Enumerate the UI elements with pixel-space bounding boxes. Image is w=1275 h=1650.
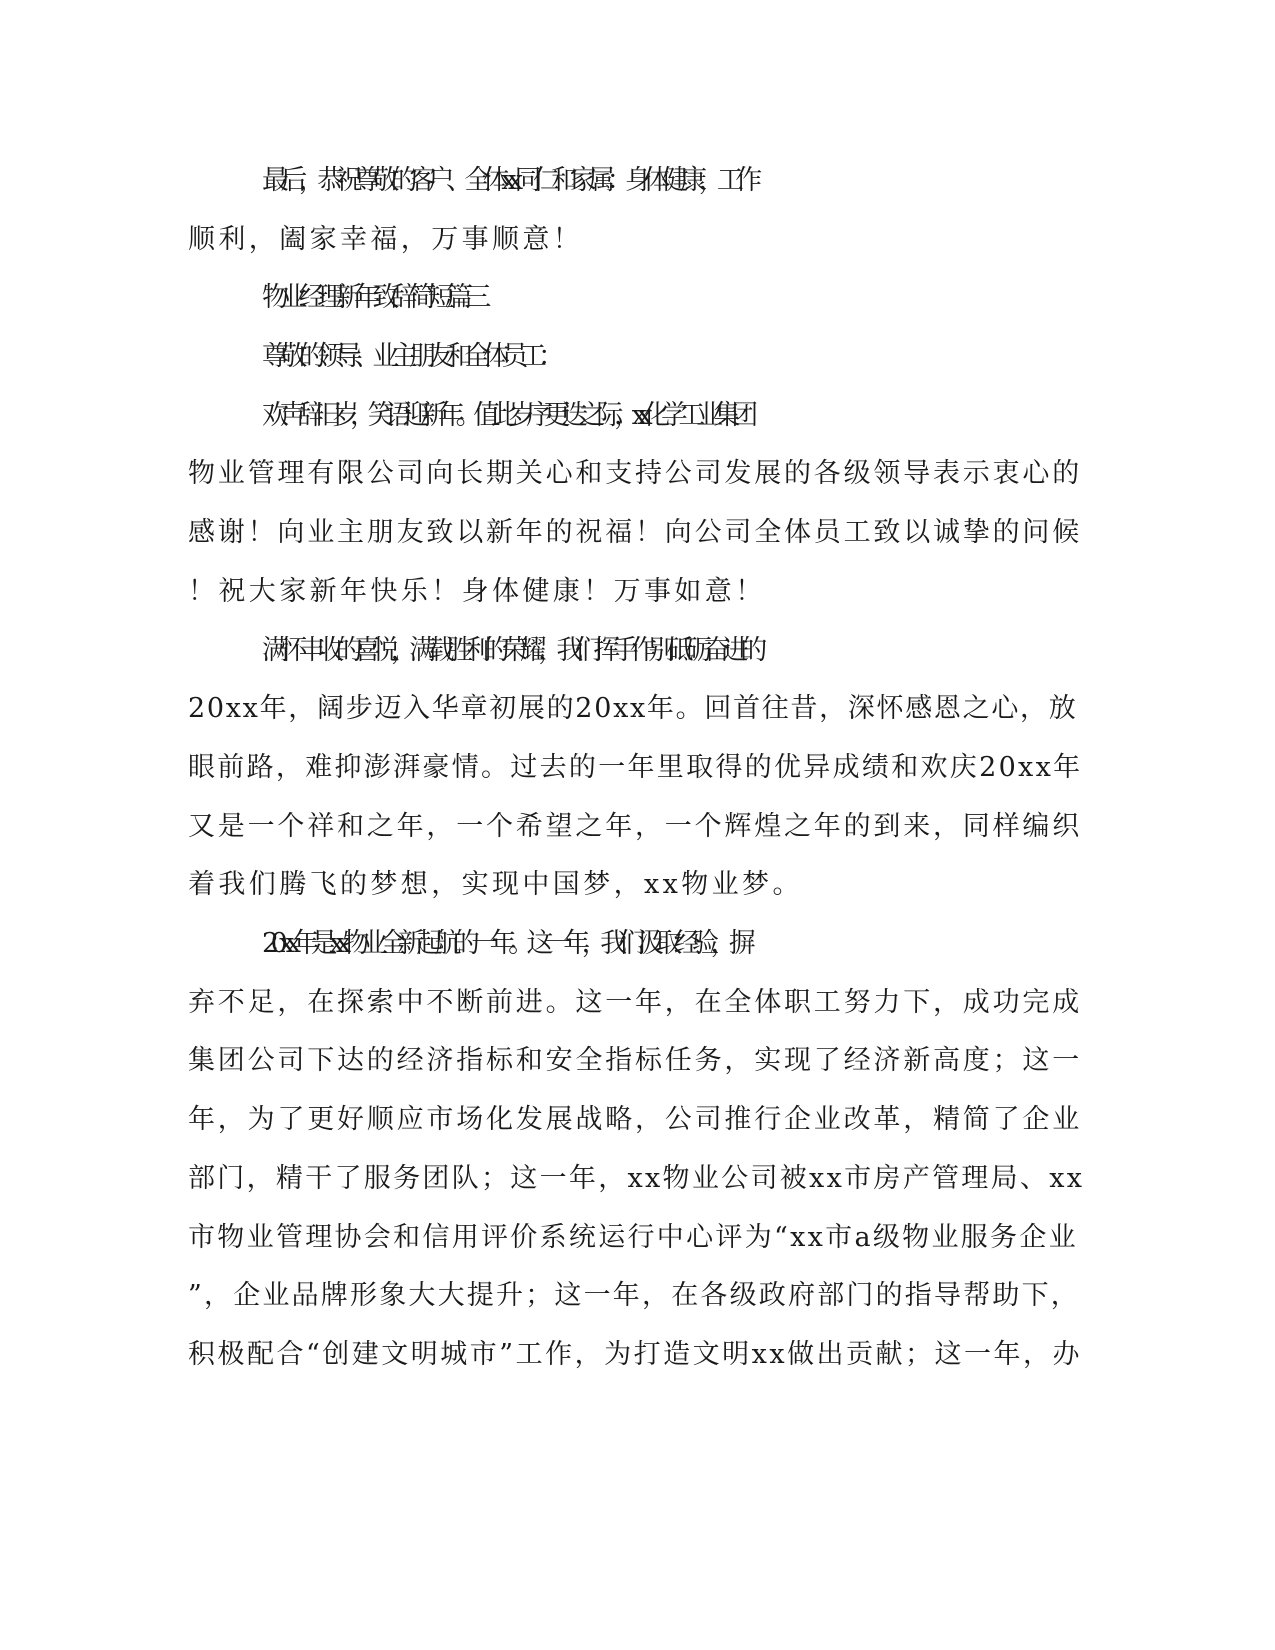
paragraph-line: ”，企业品牌形象大大提升；这一年，在各级政府部门的指导帮助下， bbox=[188, 1280, 1081, 1311]
paragraph-line: 弃不足，在探索中不断前进。这一年，在全体职工努力下，成功完成 bbox=[188, 987, 1082, 1018]
paragraph-line: 又是一个祥和之年，一个希望之年，一个辉煌之年的到来，同样编织 bbox=[188, 811, 1082, 842]
paragraph-line: 年，为了更好顺应市场化发展战略，公司推行企业改革，精简了企业 bbox=[188, 1104, 1082, 1135]
salutation: 尊敬的领导、业主朋友和全体员工： bbox=[262, 341, 557, 372]
paragraph-line: 顺利，阖家幸福，万事顺意！ bbox=[188, 224, 584, 255]
paragraph-line: 眼前路，难抑澎湃豪情。过去的一年里取得的优异成绩和欢庆20xx年 bbox=[188, 752, 1083, 783]
paragraph-line: 满怀丰收的喜悦，满载胜利的荣耀，我们挥手作别砥砺奋进的 bbox=[262, 635, 759, 666]
paragraph-line: 欢声辞旧岁，笑语迎新年。值此岁序更迭之际，xx化学工业集团 bbox=[262, 400, 749, 431]
paragraph-line: 部门，精干了服务团队；这一年，xx物业公司被xx市房产管理局、xx bbox=[188, 1163, 1085, 1194]
paragraph-line: 着我们腾飞的梦想，实现中国梦，xx物业梦。 bbox=[188, 869, 803, 900]
paragraph-line: 最后，恭祝尊敬的客户、全体xx同仁和家属：身体健康，工作 bbox=[262, 165, 754, 196]
paragraph-line: ！祝大家新年快乐！身体健康！万事如意！ bbox=[188, 576, 766, 607]
paragraph-line: 20xx年是xx物业全新起航的一年。这一年，我们汲取经验，摒 bbox=[262, 928, 748, 959]
paragraph-line: 物业管理有限公司向长期关心和支持公司发展的各级领导表示衷心的 bbox=[188, 458, 1082, 489]
section-heading: 物业经理新年致辞简短篇三 bbox=[262, 282, 483, 313]
paragraph-line: 集团公司下达的经济指标和安全指标任务，实现了经济新高度；这一 bbox=[188, 1045, 1082, 1076]
paragraph-line: 市物业管理协会和信用评价系统运行中心评为“xx市a级物业服务企业 bbox=[188, 1222, 1078, 1253]
paragraph-line: 积极配合“创建文明城市”工作，为打造文明xx做出贡献；这一年，办 bbox=[188, 1339, 1083, 1370]
paragraph-line: 20xx年，阔步迈入华章初展的20xx年。回首往昔，深怀感恩之心，放 bbox=[188, 693, 1078, 724]
paragraph-line: 感谢！向业主朋友致以新年的祝福！向公司全体员工致以诚挚的问候 bbox=[188, 517, 1082, 548]
